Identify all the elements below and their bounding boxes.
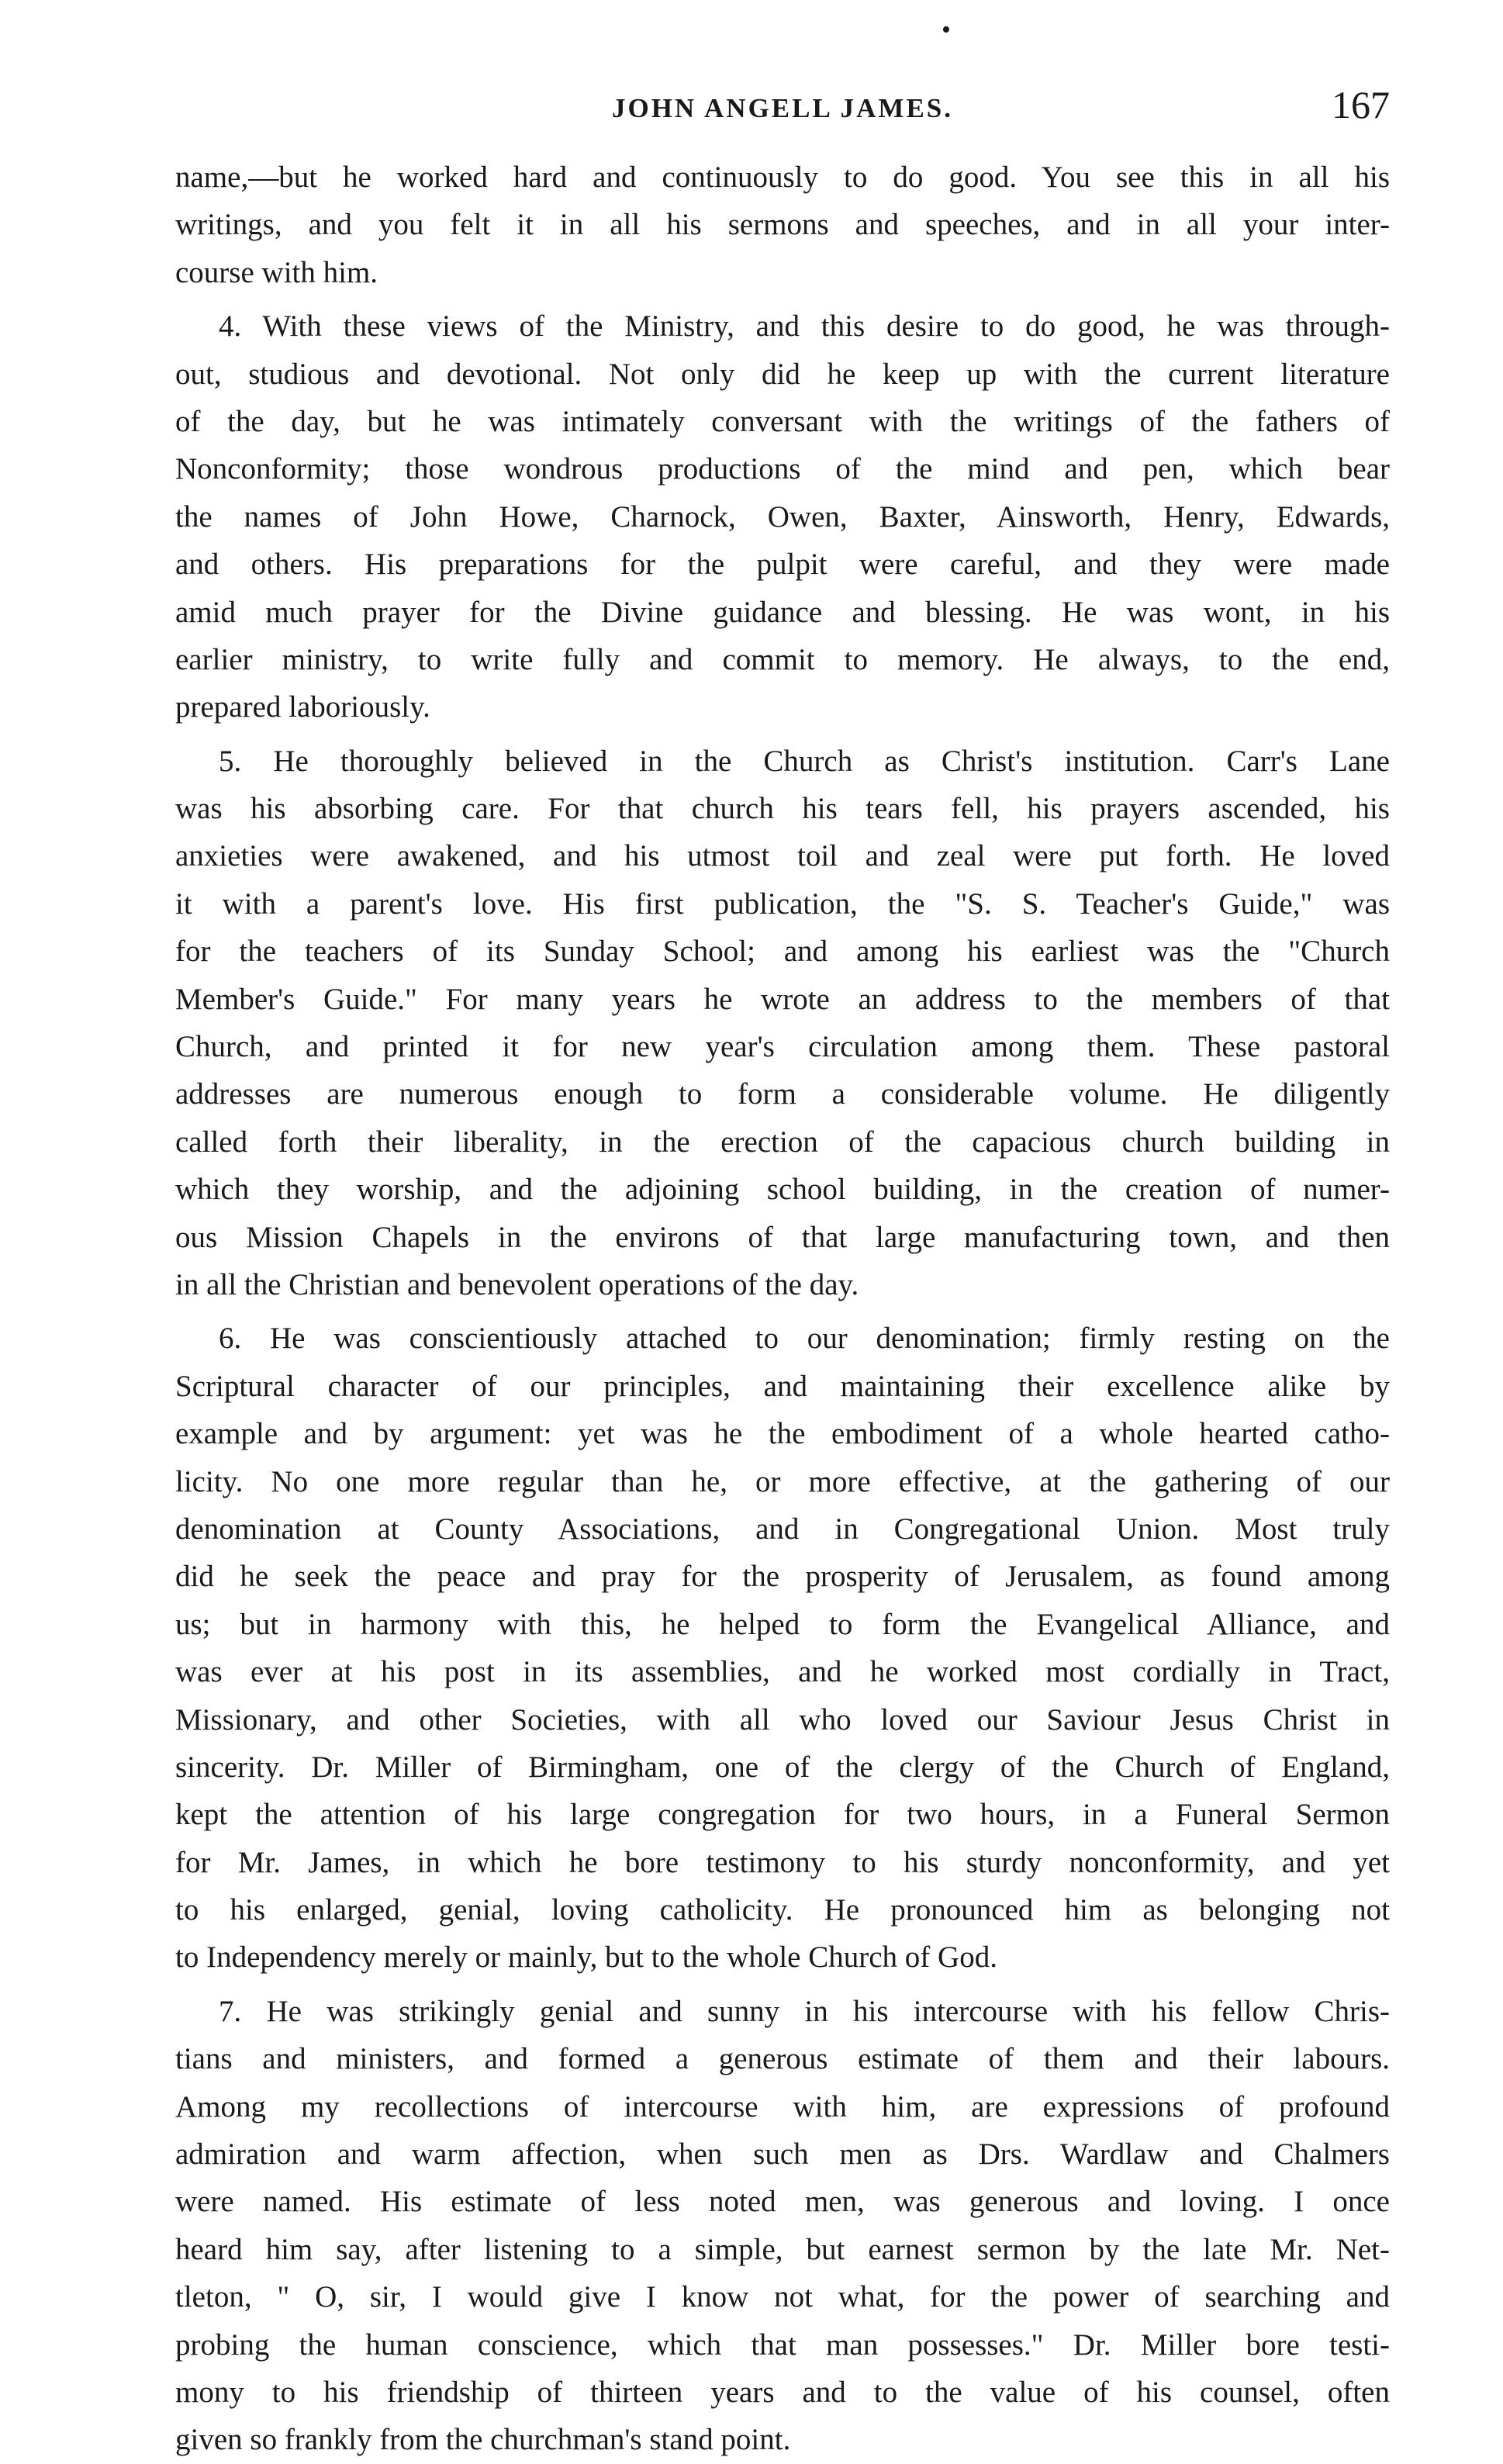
text-line: sincerity. Dr. Miller of Birmingham, one of the clergy of the Church of England, (175, 1750, 1390, 1784)
text-line: Scriptural character of our principles, and maintaining their excellence alike by (175, 1369, 1390, 1403)
printer-mark: • (942, 16, 951, 44)
text-line: Member's Guide." For many years he wrote an address to the members of that (175, 982, 1390, 1016)
text-line: heard him say, after listening to a simple, but earnest sermon by the late Mr. Net- (175, 2232, 1390, 2266)
text-line: addresses are numerous enough to form a considerable volume. He diligently (175, 1077, 1390, 1111)
text-line: probing the human conscience, which that man possesses." Dr. Miller bore testi- (175, 2327, 1390, 2362)
text-line: licity. No one more regular than he, or more effective, at the gathering of our (175, 1464, 1390, 1498)
text-line: tians and ministers, and formed a generous estimate of them and their labours. (175, 2042, 1390, 2076)
text-line: prepared laboriously. (175, 690, 430, 724)
text-line: admiration and warm affection, when such men as Drs. Wardlaw and Chalmers (175, 2137, 1390, 2172)
text-line: example and by argument: yet was he the embodiment of a whole hearted catho- (175, 1417, 1390, 1451)
text-line: Missionary, and other Societies, with all who loved our Saviour Jesus Christ in (175, 1702, 1390, 1737)
text-line: mony to his friendship of thirteen years and to the value of his counsel, often (175, 2375, 1390, 2409)
running-head (175, 85, 1390, 132)
text-line: amid much prayer for the Divine guidance and blessing. He was wont, in his (175, 595, 1390, 629)
text-line: for the teachers of its Sunday School; and among his earliest was the "Church (175, 935, 1390, 969)
text-line: anxieties were awakened, and his utmost toil and zeal were put forth. He loved (175, 839, 1390, 873)
text-line: the names of John Howe, Charnock, Owen, Baxter, Ainsworth, Henry, Edwards, (175, 499, 1390, 534)
text-line: given so frankly from the churchman's stand point. (175, 2423, 791, 2457)
text-line: denomination at County Associations, and in Congregational Union. Most truly (175, 1512, 1390, 1546)
text-line: course with him. (175, 255, 378, 289)
text-line: was ever at his post in its assemblies, and he worked most cordially in Tract, (175, 1655, 1390, 1689)
text-line: name,—but he worked hard and continuously to do good. You see this in all his (175, 161, 1390, 194)
text-line: ous Mission Chapels in the environs of that large manufacturing town, and then (175, 1220, 1390, 1254)
text-line: called forth their liberality, in the erection of the capacious church building in (175, 1125, 1390, 1159)
text-line: in all the Christian and benevolent operations of the day. (175, 1267, 859, 1301)
text-line: were named. His estimate of less noted men, was generous and loving. I once (175, 2185, 1390, 2219)
text-line: which they worship, and the adjoining school building, in the creation of numer- (175, 1173, 1390, 1207)
text-line: 5. He thoroughly believed in the Church as Christ's institution. Carr's Lane (219, 744, 1390, 778)
text-line: to Independency merely or mainly, but to the whole Church of God. (175, 1940, 997, 1975)
text-line: tleton, " O, sir, I would give I know not what, for the power of searching and (175, 2280, 1390, 2314)
text-line: kept the attention of his large congregation for two hours, in a Funeral Sermon (175, 1798, 1390, 1832)
text-line: of the day, but he was intimately conversant with the writings of the fathers of (175, 404, 1390, 438)
text-line: and others. His preparations for the pulpit were careful, and they were made (175, 548, 1390, 582)
page-number: 167 (1332, 83, 1390, 126)
text-line: Church, and printed it for new year's circulation among them. These pastoral (175, 1030, 1390, 1064)
text-line: 7. He was strikingly genial and sunny in his intercourse with his fellow Chris- (219, 1994, 1390, 2028)
text-line: Among my recollections of intercourse with him, are expressions of profound (175, 2089, 1390, 2124)
body-text (175, 154, 1390, 2464)
text-line: was his absorbing care. For that church his tears fell, his prayers ascended, his (175, 792, 1390, 826)
text-line: 4. With these views of the Ministry, and this desire to do good, he was through- (219, 309, 1390, 344)
text-line: writings, and you felt it in all his sermons and speeches, and in all your inter- (175, 208, 1390, 242)
text-line: us; but in harmony with this, he helped to form the Evangelical Alliance, and (175, 1607, 1390, 1641)
text-line: earlier ministry, to write fully and commit to memory. He always, to the end, (175, 642, 1390, 676)
text-line: for Mr. James, in which he bore testimony to his sturdy nonconformity, and yet (175, 1845, 1390, 1879)
text-line: 6. He was conscientiously attached to our denomination; firmly resting on the (219, 1322, 1390, 1356)
text-line: did he seek the peace and pray for the prosperity of Jerusalem, as found among (175, 1560, 1390, 1594)
text-line: out, studious and devotional. Not only did he keep up with the current literature (175, 357, 1390, 391)
running-title: JOHN ANGELL JAMES. (611, 93, 954, 123)
text-line: to his enlarged, genial, loving catholicity. He pronounced him as belonging not (175, 1893, 1390, 1927)
text-line: it with a parent's love. His first publication, the "S. S. Teacher's Guide," was (175, 886, 1390, 921)
text-line: Nonconformity; those wondrous productions of the mind and pen, which bear (175, 452, 1390, 486)
